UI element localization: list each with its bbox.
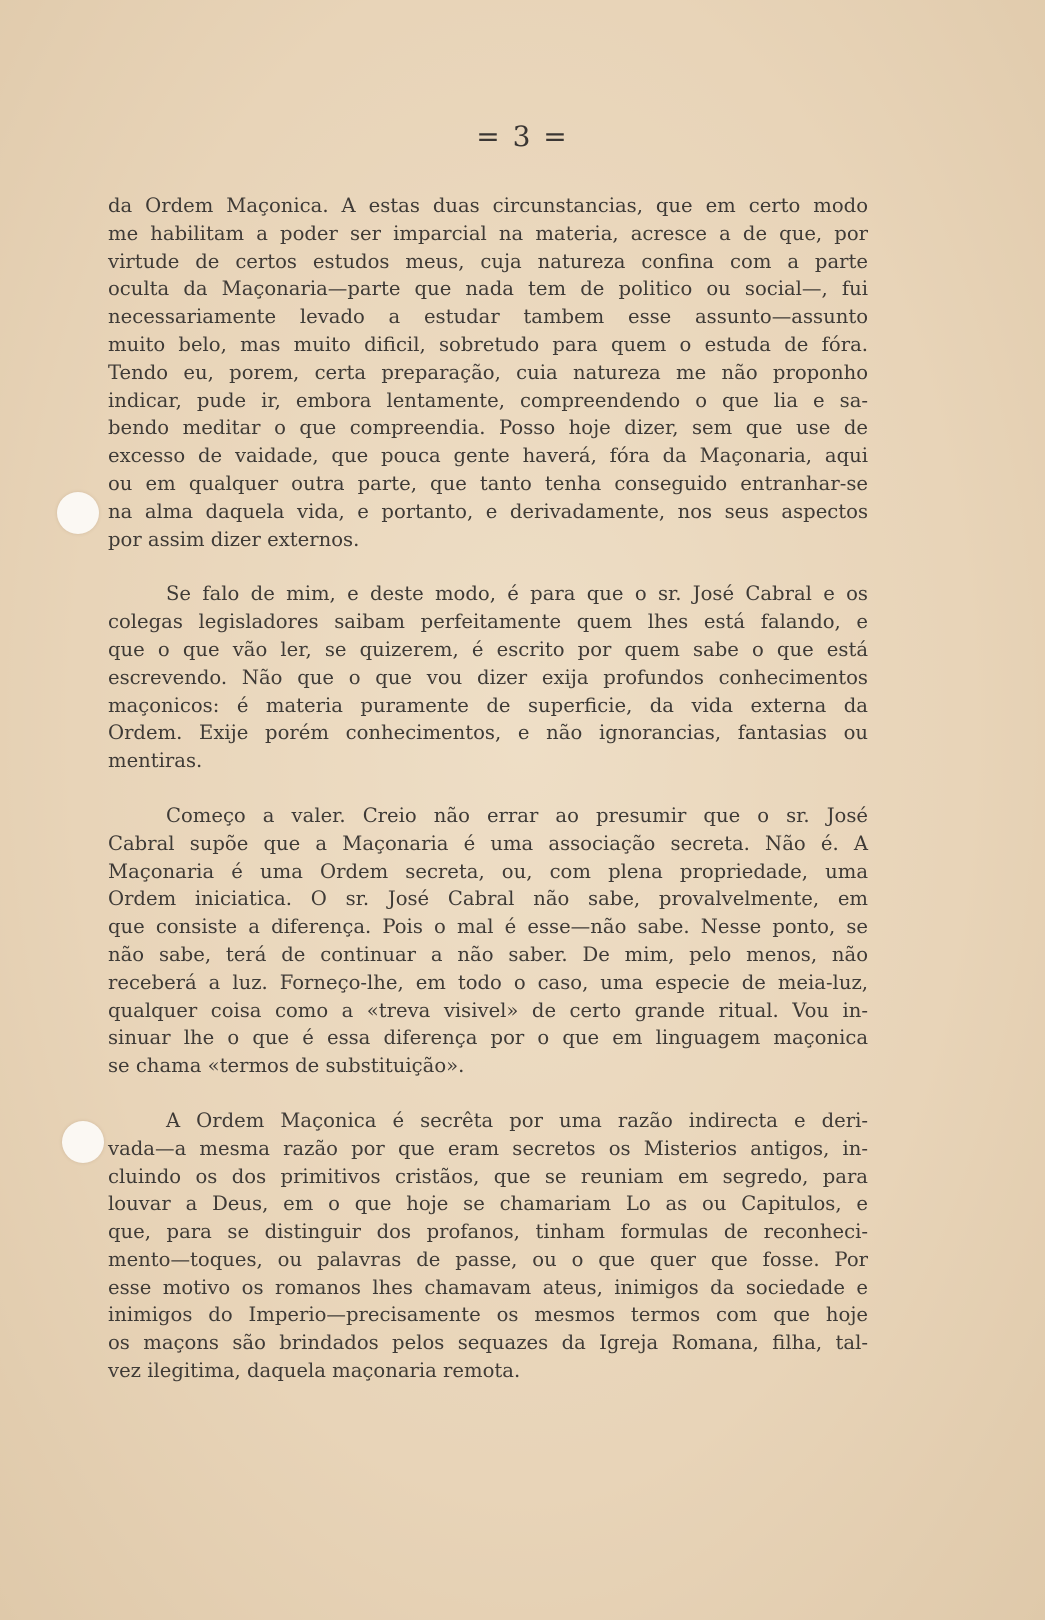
text-line: Ordem iniciatica. O sr. José Cabral não sabe, provalvelmente, em [108, 887, 868, 911]
punch-hole [57, 492, 99, 534]
paragraph [108, 1107, 868, 1385]
text-line: mento—toques, ou palavras de passe, ou o que quer que fosse. Por [108, 1247, 868, 1271]
text-line: não sabe, terá de continuar a não saber. De mim, pelo menos, não [108, 942, 868, 966]
text-line: vada—a mesma razão por que eram secretos os Misterios antigos, in- [108, 1136, 868, 1160]
text-line: me habilitam a poder ser imparcial na materia, acresce a de que, por [108, 221, 868, 245]
punch-hole [62, 1121, 104, 1163]
text-line: que consiste a diferença. Pois o mal é esse—não sabe. Nesse ponto, se [108, 915, 868, 939]
text-line: que, para se distinguir dos profanos, tinham formulas de reconheci- [108, 1220, 868, 1244]
text-line: por assim dizer externos. [108, 527, 360, 551]
text-line: receberá a luz. Forneço-lhe, em todo o caso, uma especie de meia-luz, [108, 970, 868, 994]
text-line: louvar a Deus, em o que hoje se chamariam Lo as ou Capitulos, e [108, 1192, 868, 1216]
text-line: indicar, pude ir, embora lentamente, compreendendo o que lia e sa- [108, 388, 868, 412]
text-line: necessariamente levado a estudar tambem esse assunto—assunto [108, 305, 868, 329]
text-line: os maçons são brindados pelos sequazes da Igreja Romana, filha, tal- [108, 1331, 868, 1355]
text-line: excesso de vaidade, que pouca gente haverá, fóra da Maçonaria, aqui [108, 444, 868, 468]
paragraph [108, 802, 868, 1080]
text-line: que o que vão ler, se quizerem, é escrito por quem sabe o que está [108, 637, 868, 661]
text-line: qualquer coisa como a «treva visivel» de certo grande ritual. Vou in- [108, 998, 868, 1022]
text-line: escrevendo. Não que o que vou dizer exija profundos conhecimentos [108, 665, 868, 689]
text-line: mentiras. [108, 749, 203, 773]
text-line: se chama «termos de substituição». [108, 1054, 465, 1078]
text-line: Começo a valer. Creio não errar ao presumir que o sr. José [166, 803, 868, 827]
body-text [108, 192, 868, 1412]
text-line: colegas legisladores saibam perfeitamente quem lhes está falando, e [108, 610, 868, 634]
text-line: cluindo os dos primitivos cristãos, que se reuniam em segredo, para [108, 1164, 868, 1188]
text-line: Se falo de mim, e deste modo, é para que o sr. José Cabral e os [166, 582, 868, 606]
text-line: ou em qualquer outra parte, que tanto tenha conseguido entranhar-se [108, 471, 868, 495]
text-line: Tendo eu, porem, certa preparação, cuia natureza me não proponho [108, 360, 868, 384]
text-line: inimigos do Imperio—precisamente os mesmos termos com que hoje [108, 1303, 868, 1327]
text-line: muito belo, mas muito dificil, sobretudo para quem o estuda de fóra. [108, 332, 868, 356]
text-line: bendo meditar o que compreendia. Posso hoje dizer, sem que use de [108, 416, 868, 440]
text-line: esse motivo os romanos lhes chamavam ateus, inimigos da sociedade e [108, 1275, 868, 1299]
text-line: Maçonaria é uma Ordem secreta, ou, com plena propriedade, uma [108, 859, 868, 883]
text-line: Cabral supõe que a Maçonaria é uma associação secreta. Não é. A [108, 831, 868, 855]
page-number: = 3 = [476, 120, 569, 153]
text-line: virtude de certos estudos meus, cuja natureza confina com a parte [108, 249, 868, 273]
text-line: sinuar lhe o que é essa diferença por o que em linguagem maçonica [108, 1026, 868, 1050]
text-line: Ordem. Exije porém conhecimentos, e não ignorancias, fantasias ou [108, 721, 868, 745]
text-line: oculta da Maçonaria—parte que nada tem de politico ou social—, fui [108, 277, 868, 301]
text-line: na alma daquela vida, e portanto, e derivadamente, nos seus aspectos [108, 499, 868, 523]
text-line: da Ordem Maçonica. A estas duas circunstancias, que em certo modo [108, 194, 868, 217]
paragraph [108, 192, 868, 553]
text-line: maçonicos: é materia puramente de superficie, da vida externa da [108, 693, 868, 717]
paragraph [108, 580, 868, 775]
text-line: A Ordem Maçonica é secrêta por uma razão indirecta e deri- [166, 1108, 868, 1132]
text-line: vez ilegitima, daquela maçonaria remota. [108, 1359, 521, 1383]
